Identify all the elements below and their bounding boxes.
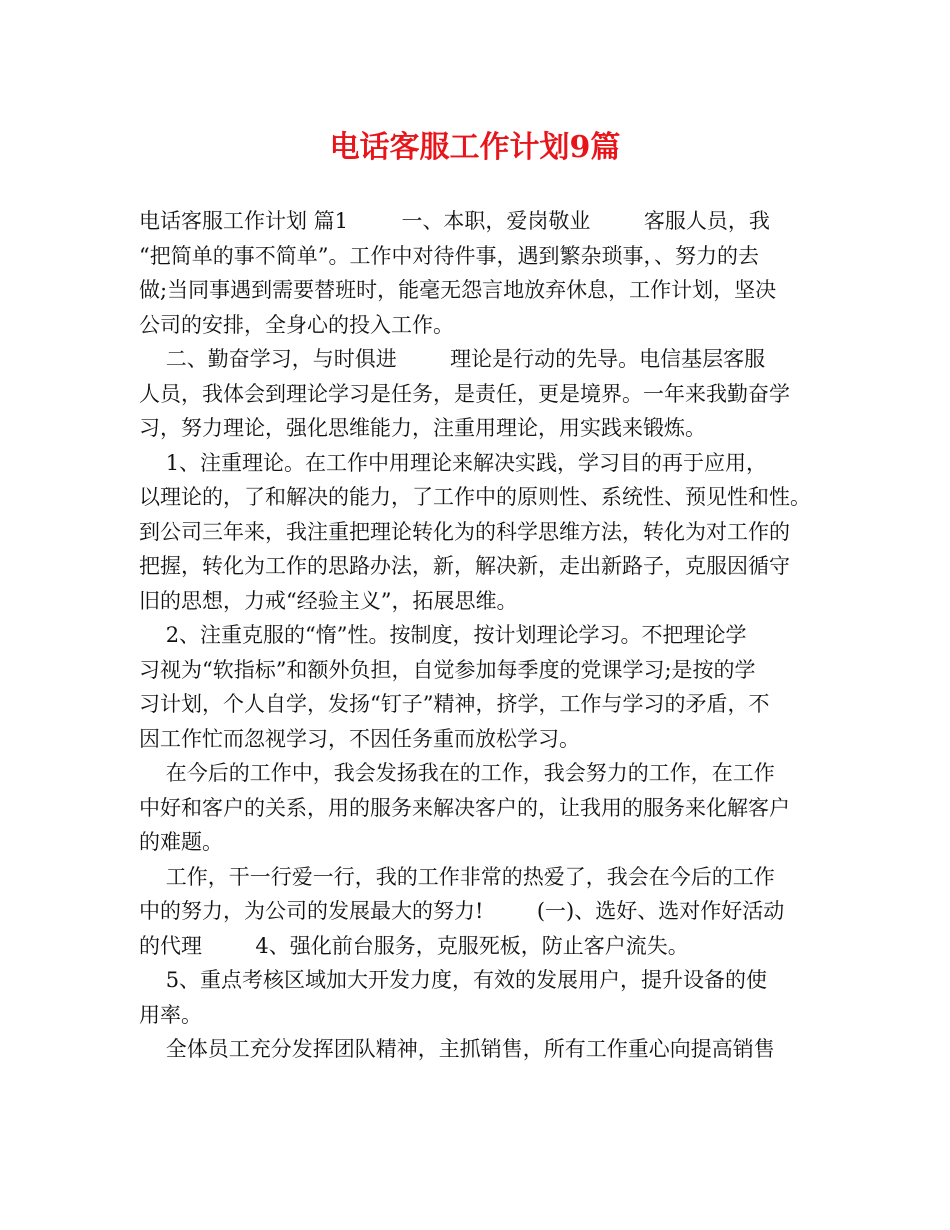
text-line: 全体员工充分发挥团队精神，主抓销售，所有工作重心向提高销售	[139, 1037, 775, 1061]
text-line: 中的努力，为公司的发展最大的努力! (一)、选好、选对作好活动	[139, 899, 785, 923]
text-line: “把简单的事不简单”。工作中对待件事，遇到繁杂琐事，、努力的去	[139, 243, 759, 268]
text-line: 习计划，个人自学，发扬“钉子”精神，挤学，工作与学习的矛盾，不	[139, 692, 770, 716]
text-line: 工作，干一行爱一行，我的工作非常的热爱了，我会在今后的工作	[139, 864, 775, 889]
text-line: 二、勤奋学习，与时俱进 理论是行动的先导。电信基层客服	[139, 347, 766, 371]
text-line: 公司的安排，全身心的投入工作。	[139, 312, 454, 337]
text-line: 习视为“软指标”和额外负担，自觉参加每季度的党课学习;是按的学	[139, 657, 756, 682]
text-line: 把握，转化为工作的思路办法，新，解决新，走出新路子，克服因循守	[139, 554, 790, 578]
text-line: 以理论的，了和解决的能力，了工作中的原则性、系统性、预见性和性。	[139, 485, 811, 509]
document-title: 电话客服工作计划9篇	[329, 130, 621, 165]
text-line: 因工作忙而忽视学习，不因任务重而放松学习。	[139, 726, 580, 751]
text-line: 做;当同事遇到需要替班时，能毫无怨言地放弃休息，工作计划，坚决	[139, 278, 777, 302]
text-line: 1、注重理论。在工作中用理论来解决实践，学习目的再于应用，	[139, 450, 768, 475]
text-line: 人员，我体会到理论学习是任务，是责任，更是境界。一年来我勤奋学	[139, 381, 790, 406]
text-line: 2、注重克服的“惰”性。按制度，按计划理论学习。不把理论学	[139, 623, 747, 647]
text-line: 5、重点考核区域加大开发力度，有效的发展用户，提升设备的使	[139, 968, 768, 992]
text-line: 在今后的工作中，我会发扬我在的工作，我会努力的工作，在工作	[139, 761, 775, 785]
text-line: 用率。	[139, 1002, 202, 1027]
text-line: 到公司三年来，我注重把理论转化为的科学思维方法，转化为对工作的	[139, 519, 790, 544]
text-line: 习，努力理论，强化思维能力，注重用理论，用实践来锻炼。	[139, 416, 706, 440]
text-line: 中好和客户的关系，用的服务来解决客户的，让我用的服务来化解客户	[139, 795, 790, 820]
text-line: 的代理 4、强化前台服务，克服死板，防止客户流失。	[139, 933, 689, 958]
text-line: 旧的思想，力戒“经验主义”，拓展思维。	[139, 588, 518, 613]
document-body	[139, 204, 829, 1067]
text-line: 的难题。	[139, 830, 223, 854]
text-line: 电话客服工作计划 篇1 一、本职，爱岗敬业 客服人员，我	[139, 209, 770, 233]
